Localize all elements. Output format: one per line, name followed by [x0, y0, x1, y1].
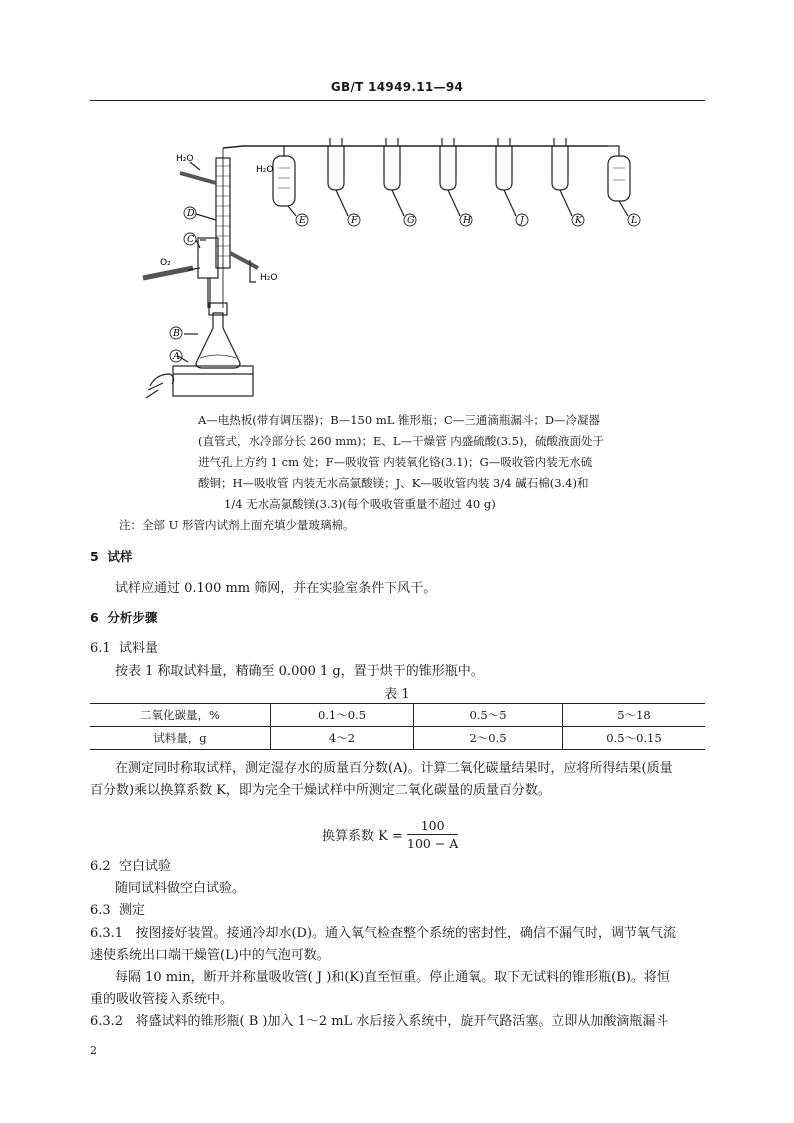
conical-flask — [196, 313, 240, 368]
hot-plate — [173, 366, 253, 396]
section-6-3-heading — [90, 899, 145, 918]
section-6-title: 分析步骤 — [107, 610, 158, 625]
section-5-number: 5 — [90, 549, 99, 564]
header-rule — [90, 100, 705, 101]
section-6-3-number: 6.3 — [90, 903, 111, 918]
label-G: G — [407, 215, 415, 226]
table-cell: 0.5～5 — [414, 704, 563, 727]
section-6-2-title: 空白试验 — [118, 859, 171, 874]
table-cell: 2～0.5 — [414, 727, 563, 750]
section-6-3-title: 测定 — [118, 903, 145, 918]
u-tube-F — [328, 146, 344, 190]
caption-line-4: 酸铜；H—吸收管 内装无水高氯酸镁；J、K—吸收管内装 3/4 碱石棉(3.4)和 — [198, 476, 589, 490]
label-B: B — [173, 328, 180, 339]
table-cell: 5～18 — [563, 704, 706, 727]
label-J: J — [520, 215, 524, 226]
table-cell: 0.5～0.15 — [563, 727, 706, 750]
label-water-small: H₂O — [256, 165, 274, 175]
u-tube-G — [384, 146, 400, 190]
gas-line — [223, 146, 608, 148]
paragraph-line: 在测定同时称取试样，测定湿存水的质量百分数(A)。计算二氧化碳量结果时，应将所得结果(质量 — [115, 761, 673, 776]
section-6-3-2-number: 6.3.2 — [90, 1014, 124, 1029]
formula-denominator: 100 − A — [407, 836, 459, 851]
page-number: 2 — [90, 1044, 97, 1057]
u-tube-H — [440, 146, 456, 190]
section-6-3-1-line-1 — [90, 922, 676, 941]
section-5-heading — [90, 547, 132, 565]
caption-line-5: 1/4 无水高氯酸镁(3.3)(每个吸收管重量不超过 40 g) — [224, 497, 496, 511]
label-C: C — [187, 234, 195, 245]
paragraph-line: 重的吸收管接入系统中。 — [90, 992, 234, 1007]
formula-label: 换算系数 K = — [322, 829, 403, 844]
drying-tube-E — [273, 156, 295, 206]
paragraph-line: 速使系统出口端干燥管(L)中的气泡可数。 — [90, 948, 330, 963]
u-tube-J — [496, 146, 512, 190]
formula-numerator: 100 — [407, 818, 458, 835]
section-5-title: 试样 — [107, 549, 133, 564]
table-row — [90, 704, 705, 727]
paragraph-line: 每隔 10 min，断开并称量吸收管( J )和(K)直至恒重。停止通氧。取下无试料的锥形瓶(B)。将恒 — [115, 970, 670, 985]
section-6-1-text: 按表 1 称取试料量，精确至 0.000 1 g，置于烘干的锥形瓶中。 — [115, 664, 484, 679]
section-6-3-2-line — [90, 1010, 668, 1029]
table-cell: 0.1～0.5 — [271, 704, 414, 727]
caption-line-3: 进气孔上方约 1 cm 处；F—吸收管 内装氧化铬(3.1)；G—吸收管内装无水硫 — [198, 455, 593, 469]
caption-line-1: A—电热板(带有调压器)；B—150 mL 锥形瓶；C—三通滴瓶漏斗；D—冷凝器 — [198, 413, 601, 427]
section-5-text: 试样应通过 0.100 mm 筛网，并在实验室条件下风干。 — [115, 581, 437, 596]
water-inlet-top — [180, 173, 216, 183]
label-H: H — [463, 215, 472, 226]
section-6-number: 6 — [90, 610, 99, 625]
section-6-3-1-number: 6.3.1 — [90, 926, 124, 941]
dropping-funnel — [198, 238, 218, 278]
caption-line-2: (直管式，水冷部分长 260 mm)；E、L—干燥管 内盛硫酸(3.5)，硫酸液面处于 — [198, 434, 604, 448]
section-6-1-title: 试料量 — [118, 641, 158, 656]
table-cell: 试料量，g — [90, 727, 271, 750]
label-water-top: H₂O — [176, 154, 194, 164]
label-A: A — [173, 351, 180, 362]
plate-hand — [146, 383, 163, 398]
drying-tube-L — [608, 156, 630, 201]
label-L: L — [631, 215, 638, 226]
section-6-heading — [90, 608, 157, 626]
paragraph-line: 按图接好装置。接通冷却水(D)。通入氧气检查整个系统的密封性，确信不漏气时，调节氧气流 — [135, 926, 677, 941]
paragraph-line: 将盛试料的锥形瓶( B )加入 1～2 mL 水后接入系统中，旋开气路活塞。立即从加酸滴瓶漏斗 — [135, 1014, 669, 1029]
label-E: E — [299, 215, 306, 226]
section-6-1-number: 6.1 — [90, 641, 111, 656]
table-cell: 二氧化碳量，% — [90, 704, 271, 727]
label-water-side: H₂O — [260, 273, 278, 283]
section-6-2-heading — [90, 855, 171, 874]
apparatus-figure — [138, 128, 663, 403]
label-oxygen: O₂ — [160, 258, 171, 268]
section-6-1-heading — [90, 637, 158, 656]
u-tube-K — [552, 146, 568, 190]
figure-note: 注：全部 U 形管内试剂上面充填少量玻璃棉。 — [119, 518, 355, 532]
label-K: K — [575, 215, 583, 226]
table-row — [90, 727, 705, 750]
table-title: 表 1 — [384, 687, 410, 702]
label-D: D — [187, 208, 195, 219]
paragraph-line: 百分数)乘以换算系数 K，即为完全干燥试样中所测定二氧化碳量的质量百分数。 — [90, 783, 551, 798]
formula-fraction — [407, 818, 458, 851]
section-6-2-number: 6.2 — [90, 859, 111, 874]
sample-mass-table — [90, 703, 705, 750]
section-6-2-text: 随同试料做空白试验。 — [115, 881, 246, 896]
oxygen-inlet-tube — [143, 268, 193, 278]
conversion-formula — [322, 818, 458, 851]
water-inlet-bottom — [230, 253, 258, 268]
label-F: F — [351, 215, 358, 226]
document-code: GB/T 14949.11—94 — [330, 80, 464, 94]
table-cell: 4～2 — [271, 727, 414, 750]
